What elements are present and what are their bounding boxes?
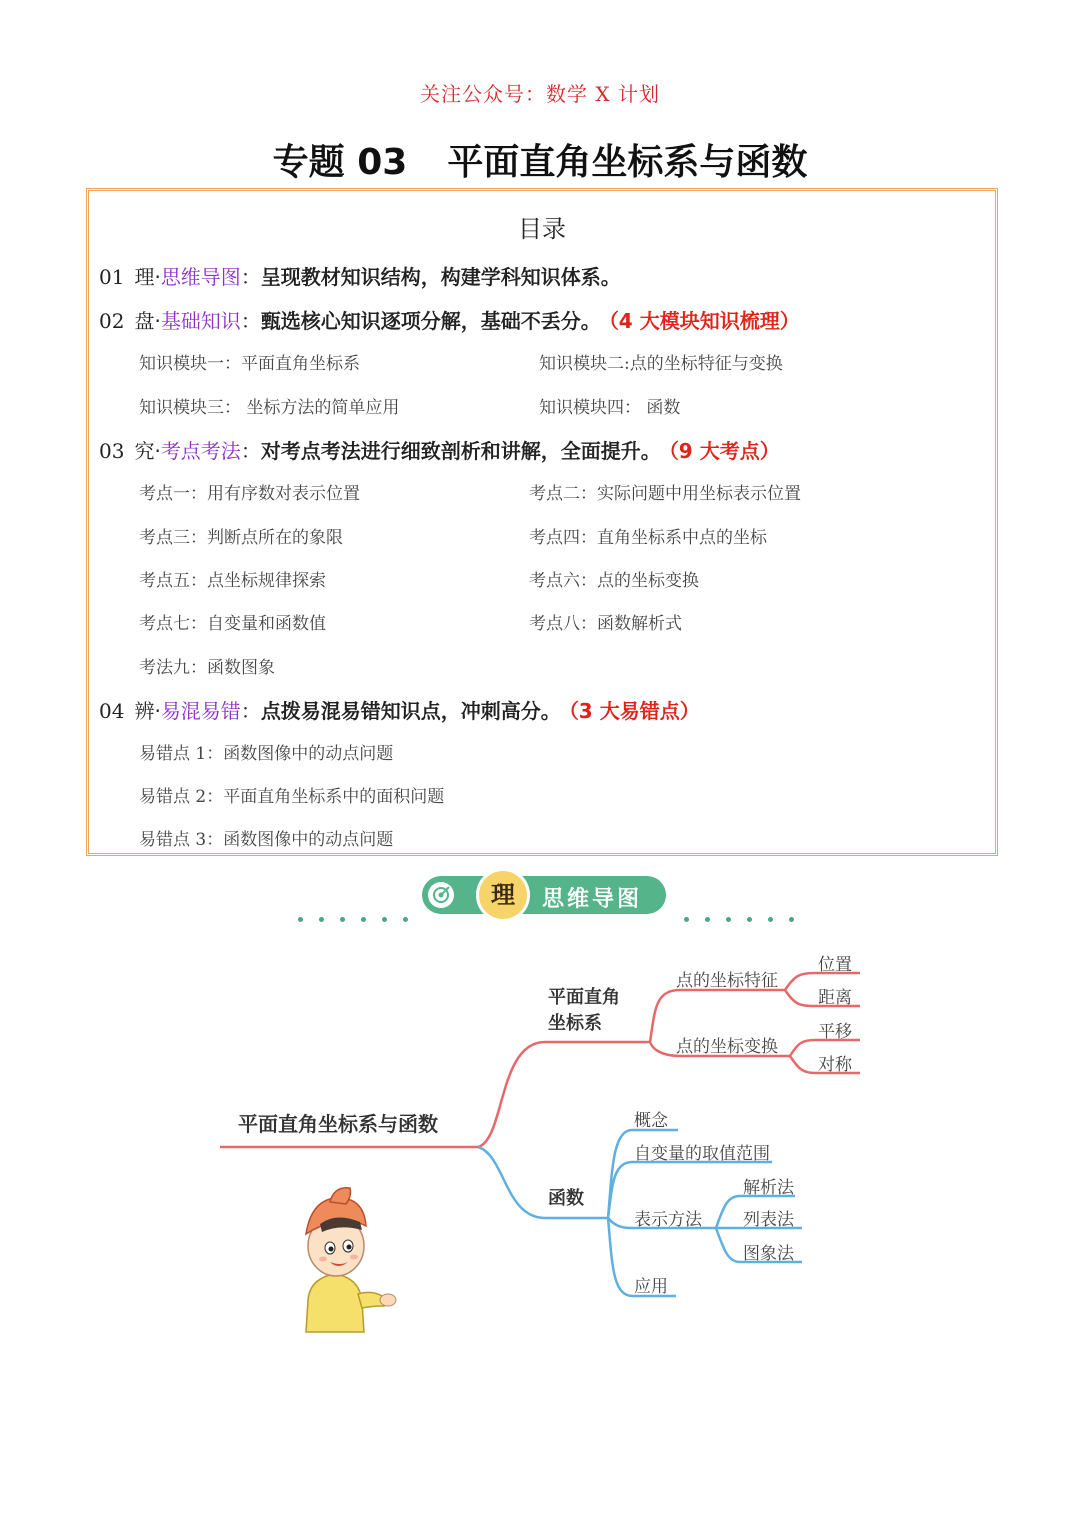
sub-transform-label: 点的坐标变换 [676,1037,778,1057]
section-number: 03 [99,439,125,463]
branch-function [478,1147,608,1218]
follow-notice: 关注公众号：数学 X 计划 [420,82,660,106]
toc-item: 考点三：判断点所在的象限 [139,528,343,548]
cartoon-boy-illustration [290,1182,400,1342]
banner-badge: 理 [476,868,530,922]
section-char: 理 [134,265,155,289]
section-char: 究 [134,439,155,463]
section-desc: 呈现教材知识结构，构建学科知识体系。 [260,265,621,289]
mindmap-root: 平面直角坐标系与函数 [238,1112,438,1136]
toc-item: 考点六：点的坐标变换 [529,571,699,591]
section-key: 易混易错 [160,699,241,723]
item-representation-label: 表示方法 [634,1210,702,1230]
title-topic-number: 专题 03 [272,142,408,183]
toc-item: 知识模块二:点的坐标特征与变换 [539,354,783,374]
toc-section-3: 03 究·考点考法：对考点考法进行细致剖析和讲解，全面提升。 （9 大考点） [99,439,780,463]
title-topic-name: 平面直角坐标系与函数 [447,142,808,183]
section-number: 02 [99,309,125,333]
sub-feature-label: 点的坐标特征 [676,971,778,991]
section-char: 辨 [134,699,155,723]
method-analytic-label: 解析法 [743,1178,794,1198]
toc-item: 知识模块一：平面直角坐标系 [139,354,360,374]
toc-item: 考点五：点坐标规律探索 [139,571,326,591]
toc-item: 考法九：函数图象 [139,658,275,678]
section-desc: 甄选核心知识逐项分解，基础不丢分。 [260,309,601,333]
item-domain-label: 自变量的取值范围 [634,1144,770,1164]
item-application-label: 应用 [634,1277,668,1297]
section-desc: 对考点考法进行细致剖析和讲解，全面提升。 [260,439,661,463]
toc-section-4: 04 辨·易混易错：点拨易混易错知识点，冲刺高分。 （3 大易错点） [99,699,700,723]
section-key: 考点考法 [160,439,241,463]
method-graph-label: 图象法 [743,1244,794,1264]
leaf-translate-label: 平移 [818,1022,852,1042]
toc-item: 易错点 1：函数图像中的动点问题 [139,744,394,764]
section-count: （3 大易错点） [568,699,700,723]
section-char: 盘 [134,309,155,333]
toc-item: 易错点 3：函数图像中的动点问题 [139,830,394,850]
toc-heading: 目录 [518,215,566,243]
toc-item: 考点一：用有序数对表示位置 [139,484,360,504]
section-number: 01 [99,265,125,289]
toc-item: 知识模块四： 函数 [539,398,681,418]
toc-item: 考点七：自变量和函数值 [139,614,326,634]
leaf-symmetry-label: 对称 [818,1055,852,1075]
leaf-position-label: 位置 [818,955,852,975]
toc-item: 知识模块三： 坐标方法的简单应用 [139,398,400,418]
branch-coordinate-label: 平面直角 坐标系 [548,987,620,1034]
section-count: （4 大模块知识梳理） [608,309,800,333]
section-number: 04 [99,699,125,723]
item-concept-label: 概念 [634,1111,668,1131]
section-key: 基础知识 [160,309,241,333]
section-key: 思维导图 [160,265,241,289]
leaf-distance-label: 距离 [818,988,852,1008]
branch-coordinate [478,1042,650,1147]
section-count: （9 大考点） [668,439,780,463]
toc-section-2: 02 盘·基础知识：甄选核心知识逐项分解，基础不丢分。 （4 大模块知识梳理） [99,309,800,333]
section-desc: 点拨易混易错知识点，冲刺高分。 [260,699,561,723]
method-table-label: 列表法 [743,1210,794,1230]
branch-function-label: 函数 [548,1188,584,1209]
toc-item: 易错点 2：平面直角坐标系中的面积问题 [139,787,445,807]
toc-item: 考点二：实际问题中用坐标表示位置 [529,484,801,504]
toc-section-1: 01 理·思维导图：呈现教材知识结构，构建学科知识体系。 [99,265,621,289]
toc-item: 考点四：直角坐标系中点的坐标 [529,528,767,548]
banner-label: 思维导图 [542,887,643,912]
toc-item: 考点八：函数解析式 [529,614,682,634]
